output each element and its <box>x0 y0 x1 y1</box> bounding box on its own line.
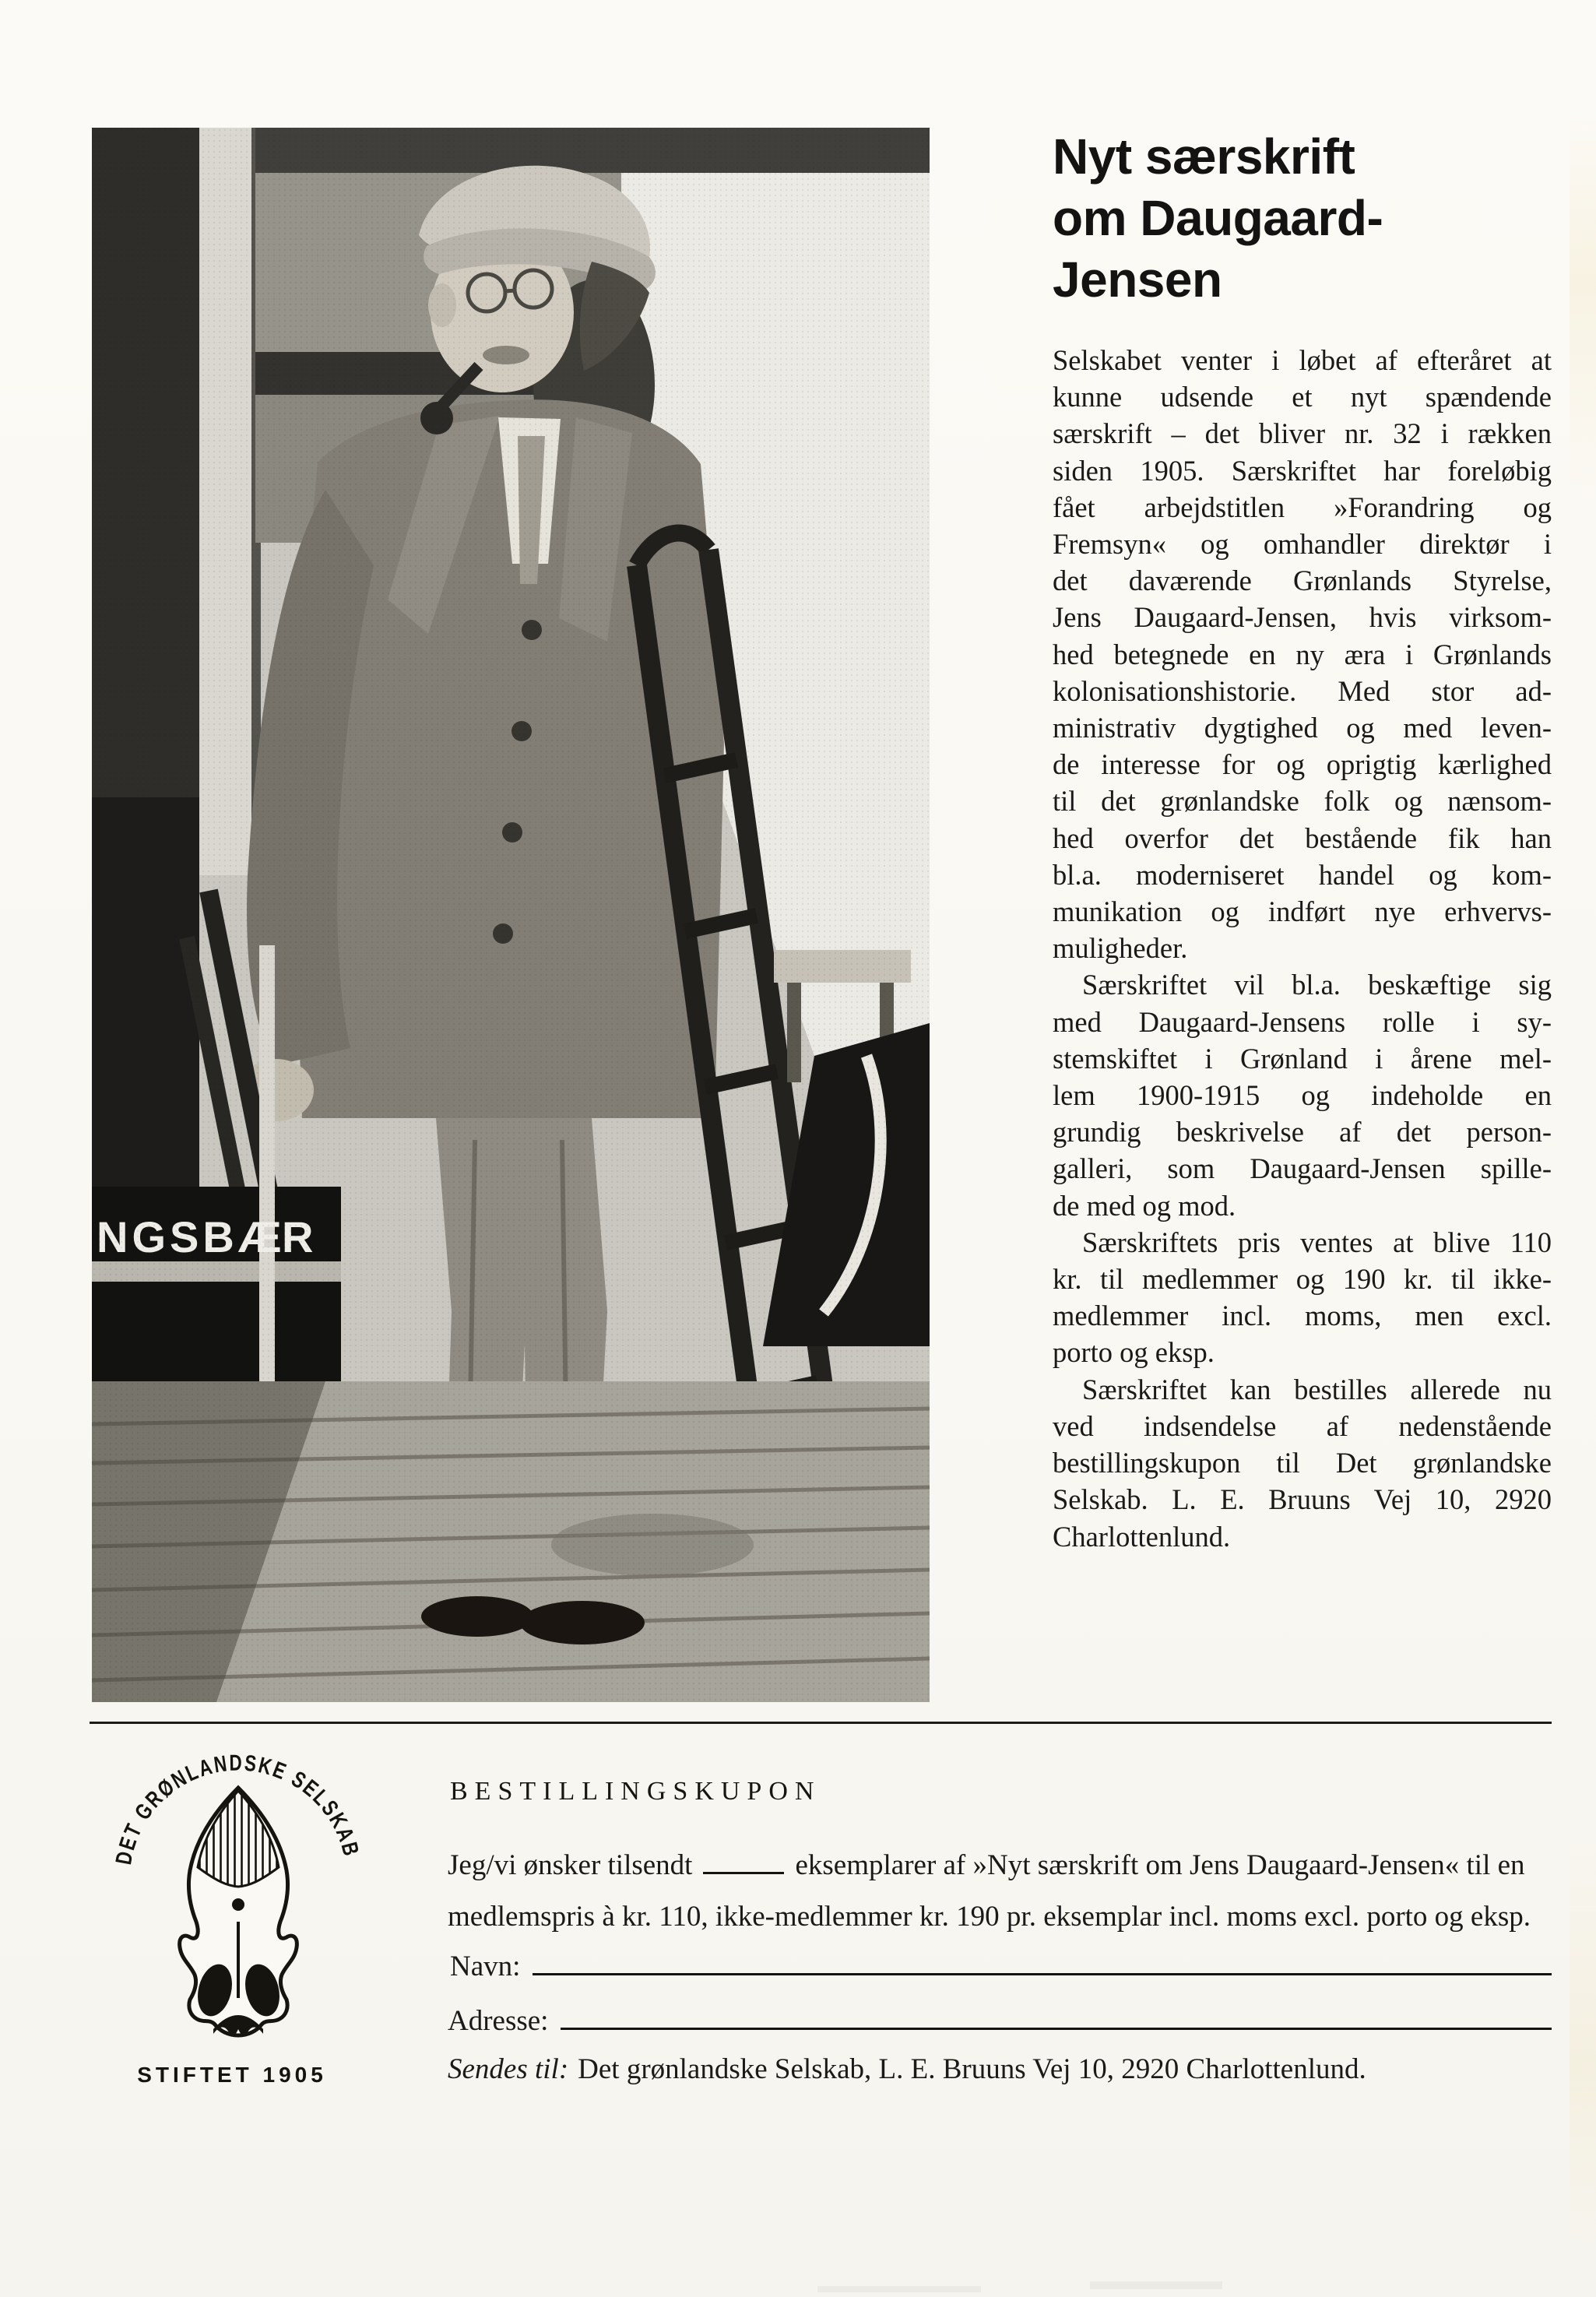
body-line: ved indsendelse af nedenstående <box>1053 1409 1552 1442</box>
body-line: galleri, som Daugaard-Jensen spille- <box>1053 1152 1552 1185</box>
body-line: Selskab. L. E. Bruuns Vej 10, 2920 <box>1053 1483 1552 1516</box>
body-line: Charlottenlund. <box>1053 1520 1231 1553</box>
photo-illustration <box>92 128 930 1702</box>
society-logo <box>98 1749 383 2123</box>
order-line-end: eksemplarer af »Nyt særskrift om Jens Daugaard-Jensen« til en <box>795 1849 1525 1881</box>
headline-line: om Daugaard- <box>1053 190 1383 246</box>
body-line: lem 1900-1915 og indeholde en <box>1053 1079 1552 1112</box>
body-line: muligheder. <box>1053 932 1188 965</box>
headline-line: Jensen <box>1053 252 1222 308</box>
body-line: med Daugaard-Jensens rolle i sy- <box>1053 1005 1552 1038</box>
order-line-start: Jeg/vi ønsker tilsendt <box>448 1849 693 1881</box>
send-to-label: Sendes til: <box>448 2053 569 2085</box>
body-line: de interesse for og oprigtig kærlighed <box>1053 748 1552 781</box>
body-line: Selskabet venter i løbet af efteråret at <box>1053 344 1552 376</box>
article-body <box>1053 342 1552 1555</box>
article-headline <box>1053 126 1552 311</box>
scan-smudge <box>817 2286 981 2292</box>
quantity-blank-line[interactable] <box>703 1845 784 1874</box>
address-field-row <box>448 1998 1552 2038</box>
body-line: hed overfor det bestående fik han <box>1053 821 1552 854</box>
body-line: grundig beskrivelse af det person- <box>1053 1116 1552 1148</box>
body-line: Særskriftet vil bl.a. beskæftige sig <box>1082 969 1552 1001</box>
logo-skull-dot <box>232 1898 244 1911</box>
body-line: til det grønlandske folk og nænsom- <box>1053 785 1552 818</box>
scan-edge-tint <box>1570 0 1596 2297</box>
body-line: bestillingskupon til Det grønlandske <box>1053 1447 1552 1479</box>
body-line: bl.a. moderniseret handel og kom- <box>1053 858 1552 891</box>
body-line: Fremsyn« og omhandler direktør i <box>1053 528 1552 561</box>
coupon-order-line-1 <box>448 1845 1553 1882</box>
send-to-row <box>448 2053 1553 2086</box>
coupon-order-line-2: medlemspris à kr. 110, ikke-medlemmer kr. 190 pr. eksemplar incl. moms excl. porto og eksp. <box>448 1901 1531 1933</box>
scan-smudge <box>1090 2281 1222 2289</box>
horizontal-divider <box>90 1722 1552 1724</box>
paragraph <box>1053 966 1552 1223</box>
send-to-text: Det grønlandske Selskab, L. E. Bruuns Vej 10, 2920 Charlottenlund. <box>578 2053 1366 2085</box>
body-line: Særskriftet kan bestilles allerede nu <box>1082 1373 1552 1405</box>
body-line: stemskiftet i Grønland i årene mel- <box>1053 1042 1552 1075</box>
headline-line: Nyt særskrift <box>1053 128 1355 185</box>
body-line: kunne udsende et nyt spændende <box>1053 381 1552 413</box>
logo-arc-text: DET GRØNLANDSKE SELSKAB <box>111 1750 365 1867</box>
body-line: de med og mod. <box>1053 1189 1236 1222</box>
name-label: Navn: <box>450 1951 521 1982</box>
coupon-header: BESTILLINGSKUPON <box>450 1777 821 1806</box>
logo-founded-text: STIFTET 1905 <box>137 2063 327 2087</box>
body-line: Jens Daugaard-Jensen, hvis virksom- <box>1053 601 1552 634</box>
paragraph <box>1053 342 1552 966</box>
article-column <box>1053 126 1552 1555</box>
society-logo-graphic <box>98 1749 383 2123</box>
logo-skull-dome-hatch <box>198 1791 279 1887</box>
body-line: kr. til medlemmer og 190 kr. til ikke- <box>1053 1263 1552 1296</box>
name-field-row <box>450 1943 1552 1983</box>
address-label: Adresse: <box>448 2005 549 2037</box>
body-line: hed betegnede en ny æra i Grønlands <box>1053 638 1552 670</box>
paragraph <box>1053 1371 1552 1555</box>
address-blank-line[interactable] <box>561 1998 1552 2030</box>
body-line: Særskriftets pris ventes at blive 110 <box>1082 1226 1552 1258</box>
body-line: munikation og indført nye erhvervs- <box>1053 895 1552 928</box>
body-line: særskrift – det bliver nr. 32 i rækken <box>1053 417 1552 450</box>
body-line: kolonisationshistorie. Med stor ad- <box>1053 674 1552 707</box>
body-line: fået arbejdstitlen »Forandring og <box>1053 491 1552 523</box>
body-line: det daværende Grønlands Styrelse, <box>1053 565 1552 597</box>
photo-jens-daugaard-jensen <box>92 128 930 1702</box>
paragraph <box>1053 1224 1552 1371</box>
body-line: porto og eksp. <box>1053 1336 1215 1369</box>
body-line: ministrativ dygtighed og med leven- <box>1053 712 1552 744</box>
body-line: siden 1905. Særskriftet har foreløbig <box>1053 454 1552 487</box>
body-line: medlemmer incl. moms, men excl. <box>1053 1300 1552 1332</box>
name-blank-line[interactable] <box>533 1943 1552 1975</box>
